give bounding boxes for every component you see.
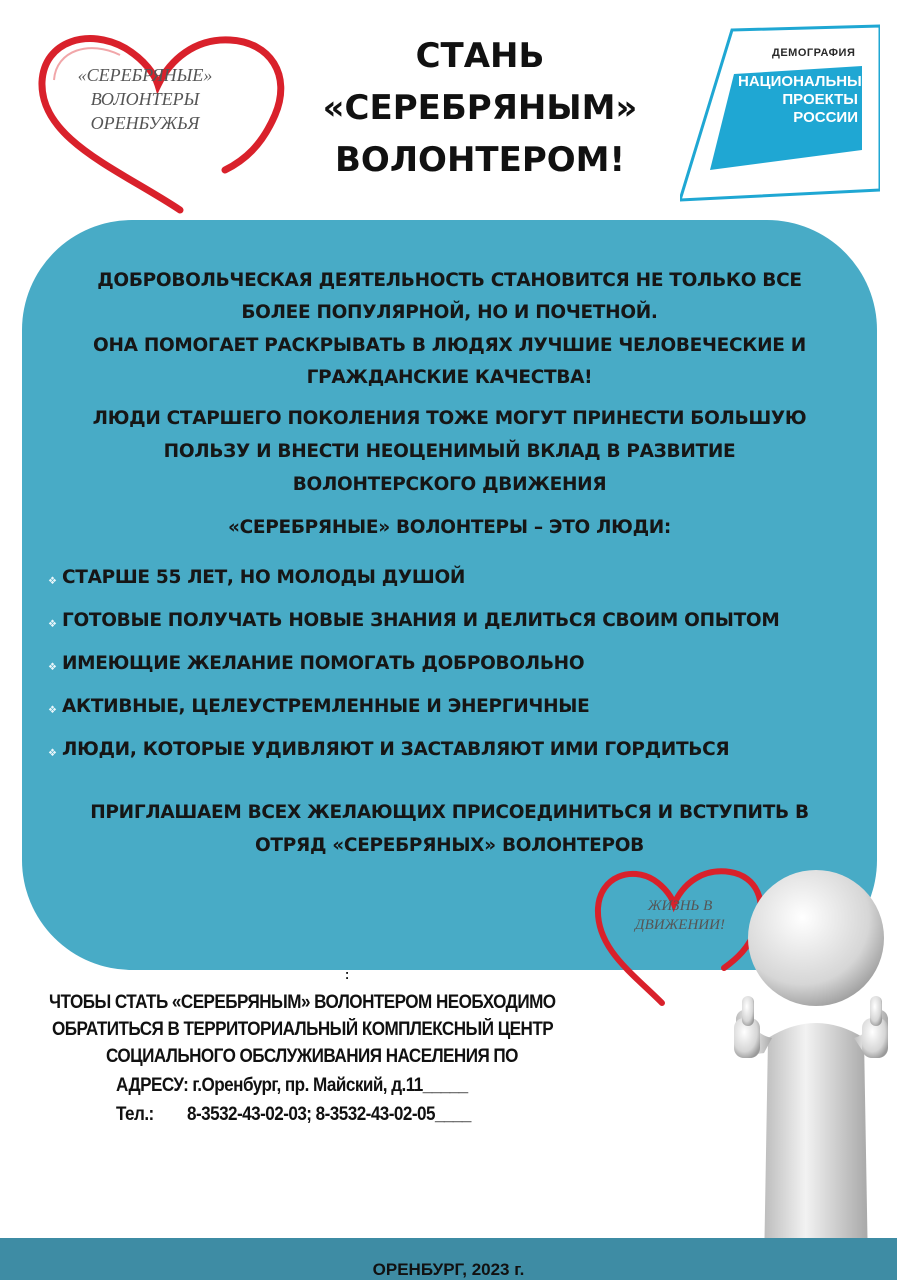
contact-phones: 8-3532-43-02-03; 8-3532-43-02-05____ [187, 1104, 471, 1125]
heart-small-line1: ЖИЗНЬ В [647, 898, 713, 914]
thumbs-up-figure-icon [728, 868, 893, 1268]
contact-line3: СОЦИАЛЬНОГО ОБСЛУЖИВАНИЯ НАСЕЛЕНИЯ ПО [106, 1046, 518, 1067]
list-item: ИМЕЮЩИЕ ЖЕЛАНИЕ ПОМОГАТЬ ДОБРОВОЛЬНО [62, 653, 585, 674]
title-line3: ВОЛОНТЕРОМ! [335, 140, 625, 180]
invite-line1: ПРИГЛАШАЕМ ВСЕХ ЖЕЛАЮЩИХ ПРИСОЕДИНИТЬСЯ И ВСТУПИТЬ В [90, 802, 809, 823]
contact-address: АДРЕСУ: г.Оренбург, пр. Майский, д.11_____ [116, 1075, 468, 1096]
panel-p1-line2: БОЛЕЕ ПОПУЛЯРНОЙ, НО И ПОЧЕТНОЙ. [241, 302, 658, 323]
list-heading: «СЕРЕБРЯНЫЕ» ВОЛОНТЕРЫ – ЭТО ЛЮДИ: [227, 517, 672, 538]
panel-p2-line1: ЛЮДИ СТАРШЕГО ПОКОЛЕНИЯ ТОЖЕ МОГУТ ПРИНЕСТИ БОЛЬШУЮ [92, 408, 807, 429]
list-item: АКТИВНЫЕ, ЦЕЛЕУСТРЕМЛЕННЫЕ И ЭНЕРГИЧНЫЕ [62, 696, 590, 717]
contact-line1: ЧТОБЫ СТАТЬ «СЕРЕБРЯНЫМ» ВОЛОНТЕРОМ НЕОБХОДИМО [49, 992, 556, 1013]
list-item: ЛЮДИ, КОТОРЫЕ УДИВЛЯЮТ И ЗАСТАВЛЯЮТ ИМИ ГОРДИТЬСЯ [62, 739, 730, 760]
logo-left-line2: ВОЛОНТЕРЫ [90, 89, 200, 109]
contact-colon: : [345, 966, 349, 982]
logo-right-line2: ПРОЕКТЫ [782, 91, 858, 108]
title-line2: «СЕРЕБРЯНЫМ» [322, 88, 638, 128]
footer-text: ОРЕНБУРГ, 2023 г. [372, 1260, 525, 1279]
logo-right-line1: НАЦИОНАЛЬНЫЕ [738, 73, 872, 90]
title-line1: СТАНЬ [415, 36, 545, 76]
panel-p1-line4: ГРАЖДАНСКИЕ КАЧЕСТВА! [306, 367, 593, 388]
bullet-icon: ❖ [48, 748, 57, 759]
bullet-icon: ❖ [48, 705, 57, 716]
logo-left-line3: ОРЕНБУЖЬЯ [90, 113, 200, 133]
list-item: ГОТОВЫЕ ПОЛУЧАТЬ НОВЫЕ ЗНАНИЯ И ДЕЛИТЬСЯ СВОИМ ОПЫТОМ [62, 610, 780, 631]
logo-right-line3: РОССИИ [793, 109, 858, 126]
invite-line2: ОТРЯД «СЕРЕБРЯНЫХ» ВОЛОНТЕРОВ [255, 835, 644, 856]
bullet-icon: ❖ [48, 662, 57, 673]
panel-p1-line1: ДОБРОВОЛЬЧЕСКАЯ ДЕЯТЕЛЬНОСТЬ СТАНОВИТСЯ НЕ ТОЛЬКО ВСЕ [97, 270, 802, 291]
logo-left-line1: «СЕРЕБРЯНЫЕ» [77, 65, 213, 85]
contact-phone-label: Тел.: [116, 1104, 154, 1125]
list-item: СТАРШЕ 55 ЛЕТ, НО МОЛОДЫ ДУШОЙ [62, 567, 466, 588]
logo-right-small: ДЕМОГРАФИЯ [772, 47, 856, 59]
bullet-icon: ❖ [48, 576, 57, 587]
contact-line2: ОБРАТИТЬСЯ В ТЕРРИТОРИАЛЬНЫЙ КОМПЛЕКСНЫЙ ЦЕНТР [52, 1019, 554, 1040]
panel-p2-line3: ВОЛОНТЕРСКОГО ДВИЖЕНИЯ [292, 474, 607, 495]
page-title [300, 30, 660, 186]
panel-p2-line2: ПОЛЬЗУ И ВНЕСТИ НЕОЦЕНИМЫЙ ВКЛАД В РАЗВИТИЕ [163, 441, 736, 462]
bullet-icon: ❖ [48, 619, 57, 630]
panel-p1-line3: ОНА ПОМОГАЕТ РАСКРЫВАТЬ В ЛЮДЯХ ЛУЧШИЕ ЧЕЛОВЕЧЕСКИЕ И [93, 335, 806, 356]
heart-small-line2: ДВИЖЕНИИ! [635, 917, 725, 933]
